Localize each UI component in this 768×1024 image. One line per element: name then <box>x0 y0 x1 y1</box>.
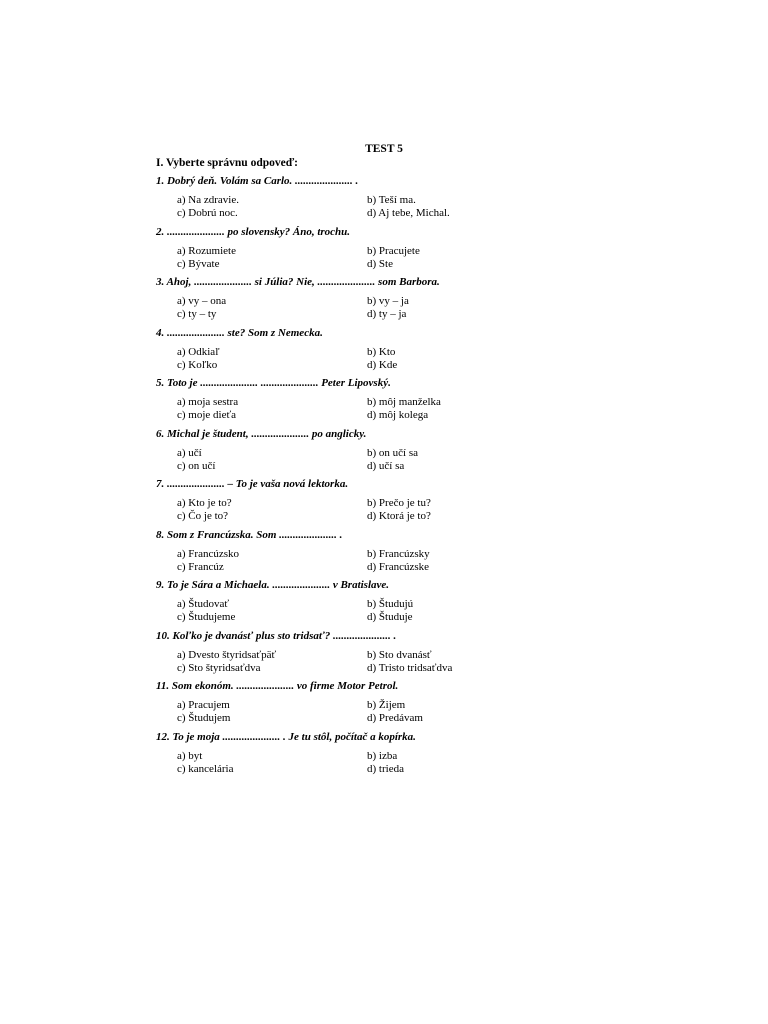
option-d: d) Kde <box>367 358 398 371</box>
option-d: d) Predávam <box>367 711 423 724</box>
option-b: b) Kto <box>367 346 396 358</box>
question-4 <box>156 325 616 371</box>
question-text: 6. Michal je študent, ..................... po anglicky. <box>156 428 367 440</box>
option-a: a) moja sestra <box>177 396 239 408</box>
question-3 <box>156 274 616 320</box>
question-text: 9. To je Sára a Michaela. ..................... v Bratislave. <box>156 579 390 591</box>
answer-options <box>177 649 616 674</box>
question-12 <box>156 729 616 775</box>
answer-options <box>177 295 616 320</box>
option-d: d) Ste <box>367 257 393 270</box>
answer-options <box>177 346 616 371</box>
answer-options <box>177 598 616 623</box>
option-a: a) Študovať <box>177 598 230 610</box>
option-c: c) Bývate <box>177 257 220 270</box>
question-text: 11. Som ekonóm. ..................... vo firme Motor Petrol. <box>156 680 399 692</box>
question-8 <box>156 527 616 573</box>
test-title: TEST 5 <box>365 143 403 155</box>
question-10 <box>156 628 616 674</box>
option-b: b) izba <box>367 750 398 762</box>
question-2 <box>156 224 616 270</box>
option-b: b) Prečo je tu? <box>367 497 431 509</box>
option-c: c) Dobrú noc. <box>177 206 238 219</box>
option-c: c) Koľko <box>177 358 218 371</box>
option-a: a) byt <box>177 750 203 762</box>
question-text: 4. ..................... ste? Som z Nemecka. <box>156 327 323 339</box>
option-d: d) ty – ja <box>367 307 407 320</box>
option-a: a) Dvesto štyridsaťpäť <box>177 649 277 661</box>
option-b: b) Teší ma. <box>367 194 416 206</box>
option-b: b) Pracujete <box>367 245 420 257</box>
option-b: b) on učí sa <box>367 447 419 459</box>
option-b: b) Sto dvanásť <box>367 649 432 661</box>
option-b: b) môj manželka <box>367 396 441 408</box>
option-a: a) Na zdravie. <box>177 194 239 206</box>
answer-options <box>177 245 616 270</box>
option-b: b) Študujú <box>367 598 414 610</box>
question-9 <box>156 577 616 623</box>
option-c: c) Sto štyridsaťdva <box>177 661 261 674</box>
question-6 <box>156 426 616 472</box>
answer-options <box>177 497 616 522</box>
question-11 <box>156 678 616 724</box>
answer-options <box>177 396 616 421</box>
option-c: c) Študujeme <box>177 610 236 623</box>
option-a: a) Kto je to? <box>177 497 232 509</box>
option-d: d) Ktorá je to? <box>367 509 431 522</box>
option-a: a) Francúzsko <box>177 548 240 560</box>
option-a: a) vy – ona <box>177 295 227 307</box>
option-c: c) ty – ty <box>177 307 217 320</box>
option-d: d) trieda <box>367 762 404 775</box>
question-text: 3. Ahoj, ..................... si Júlia? Nie, ..................... som Barbora. <box>156 276 440 288</box>
option-d: d) môj kolega <box>367 408 429 421</box>
option-c: c) Študujem <box>177 711 231 724</box>
option-b: b) Žijem <box>367 699 406 711</box>
question-text: 1. Dobrý deň. Volám sa Carlo. ..................... . <box>156 175 359 187</box>
option-c: c) kancelária <box>177 762 234 775</box>
option-c: c) on učí <box>177 459 216 472</box>
question-text: 7. ..................... – To je vaša nová lektorka. <box>156 478 349 490</box>
question-text: 10. Koľko je dvanásť plus sto tridsať? ..................... . <box>156 630 397 642</box>
answer-options <box>177 750 616 775</box>
question-text: 8. Som z Francúzska. Som ..................... . <box>156 529 343 541</box>
option-a: a) Rozumiete <box>177 245 236 257</box>
option-d: d) Študuje <box>367 610 413 623</box>
option-d: d) Francúzske <box>367 560 430 573</box>
option-c: c) Francúz <box>177 560 224 573</box>
answer-options <box>177 447 616 472</box>
option-a: a) Pracujem <box>177 699 230 711</box>
option-a: a) učí <box>177 447 202 459</box>
section-title: I. Vyberte správnu odpoveď: <box>156 157 298 169</box>
option-c: c) moje dieťa <box>177 408 237 421</box>
option-b: b) Francúzsky <box>367 548 430 560</box>
answer-options <box>177 548 616 573</box>
option-c: c) Čo je to? <box>177 509 229 522</box>
question-5 <box>156 375 616 421</box>
question-text: 2. ..................... po slovensky? Áno, trochu. <box>156 226 351 238</box>
option-d: d) Tristo tridsaťdva <box>367 661 453 674</box>
question-7 <box>156 476 616 522</box>
option-d: d) Aj tebe, Michal. <box>367 206 450 219</box>
option-a: a) Odkiaľ <box>177 346 220 358</box>
answer-options <box>177 699 616 724</box>
option-b: b) vy – ja <box>367 295 409 307</box>
question-text: 5. Toto je ..................... ..................... Peter Lipovský. <box>156 377 391 389</box>
option-d: d) učí sa <box>367 459 405 472</box>
question-1 <box>156 173 616 219</box>
question-text: 12. To je moja ..................... . Je tu stôl, počítač a kopírka. <box>156 731 416 743</box>
answer-options <box>177 194 616 219</box>
